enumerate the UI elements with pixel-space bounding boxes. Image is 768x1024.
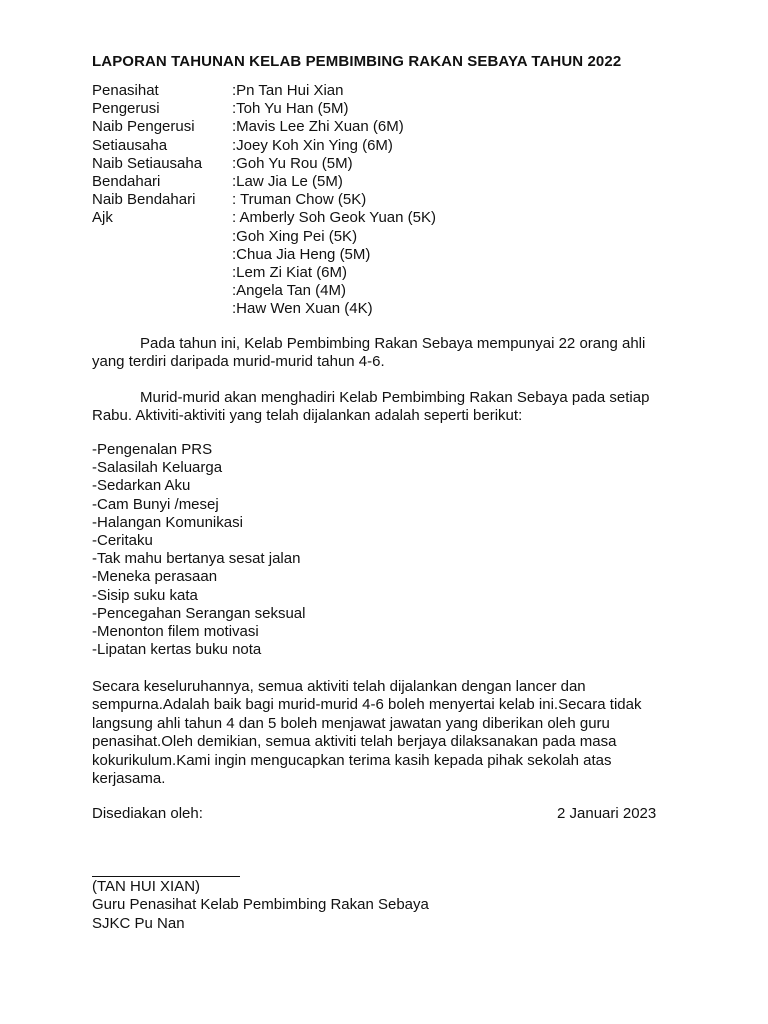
committee-name: :Toh Yu Han (5M) xyxy=(232,100,349,118)
prepared-by-label: Disediakan oleh: xyxy=(92,805,203,822)
committee-row xyxy=(92,173,436,191)
activity-item: -Pengenalan PRS xyxy=(92,441,213,458)
committee-role xyxy=(92,300,232,318)
committee-role: Pengerusi xyxy=(92,100,160,118)
committee-name: :Mavis Lee Zhi Xuan (6M) xyxy=(232,118,404,136)
paragraph-line: yang terdiri daripada murid-murid tahun 4-6. xyxy=(92,353,385,371)
paragraph-line: sempurna.Adalah baik bagi murid-murid 4-6 boleh menyertai kelab ini.Secara tidak xyxy=(92,696,642,714)
committee-role: Naib Bendahari xyxy=(92,191,196,209)
activity-item: -Cam Bunyi /mesej xyxy=(92,495,219,513)
committee-row xyxy=(92,155,436,173)
committee-row xyxy=(92,82,436,100)
activities-intro-paragraph xyxy=(92,389,672,426)
committee-name: :Joey Koh Xin Ying (6M) xyxy=(232,136,393,154)
committee-row xyxy=(92,118,436,136)
committee-name: :Goh Xing Pei (5K) xyxy=(232,227,358,245)
signatory-position: Guru Penasihat Kelab Pembimbing Rakan Sebaya xyxy=(92,896,429,914)
activity-item: -Sedarkan Aku xyxy=(92,477,191,495)
committee-name: :Pn Tan Hui Xian xyxy=(232,82,344,99)
committee-role xyxy=(92,264,232,282)
activity-item: -Ceritaku xyxy=(92,531,153,549)
committee-row xyxy=(92,137,436,155)
paragraph-line: kerjasama. xyxy=(92,770,166,788)
membership-paragraph xyxy=(92,335,672,372)
activity-item: -Halangan Komunikasi xyxy=(92,513,243,531)
committee-row xyxy=(92,246,436,264)
committee-name: :Goh Yu Rou (5M) xyxy=(232,154,353,172)
signatory-name: (TAN HUI XIAN) xyxy=(92,878,201,895)
committee-role: Penasihat xyxy=(92,82,159,99)
committee-name: :Haw Wen Xuan (4K) xyxy=(232,300,373,318)
activities-list xyxy=(92,441,306,659)
committee-row xyxy=(92,191,436,209)
paragraph-line: Murid-murid akan menghadiri Kelab Pembimbing Rakan Sebaya pada setiap xyxy=(140,389,650,406)
committee-name: :Angela Tan (4M) xyxy=(232,282,346,300)
committee-role: Ajk xyxy=(92,209,113,227)
report-date: 2 Januari 2023 xyxy=(557,805,657,822)
committee-list xyxy=(92,82,436,318)
signature-block xyxy=(92,878,429,933)
committee-name: :Lem Zi Kiat (6M) xyxy=(232,263,348,281)
committee-row xyxy=(92,209,436,227)
paragraph-line: kokurikulum.Kami ingin mengucapkan terima kasih kepada pihak sekolah atas xyxy=(92,751,612,769)
committee-role: Bendahari xyxy=(92,172,161,190)
committee-role: Naib Pengerusi xyxy=(92,118,195,136)
activity-item: -Salasilah Keluarga xyxy=(92,459,223,477)
report-title: LAPORAN TAHUNAN KELAB PEMBIMBING RAKAN SEBAYA TAHUN 2022 xyxy=(92,53,622,70)
committee-row xyxy=(92,300,436,318)
activity-item: -Menonton filem motivasi xyxy=(92,622,259,640)
committee-role: Setiausaha xyxy=(92,136,168,154)
committee-name: : Amberly Soh Geok Yuan (5K) xyxy=(232,209,437,227)
committee-role xyxy=(92,282,232,300)
committee-name: :Law Jia Le (5M) xyxy=(232,172,343,190)
committee-role: Naib Setiausaha xyxy=(92,154,203,172)
activity-item: -Meneka perasaan xyxy=(92,568,218,586)
activity-item: -Tak mahu bertanya sesat jalan xyxy=(92,550,301,568)
paragraph-line: langsung ahli tahun 4 dan 5 boleh menjawat jawatan yang diberikan oleh guru xyxy=(92,714,610,732)
activity-item: -Sisip suku kata xyxy=(92,586,198,604)
committee-name: : Truman Chow (5K) xyxy=(232,191,367,209)
committee-role xyxy=(92,228,232,246)
signature-line xyxy=(92,876,240,877)
conclusion-paragraph xyxy=(92,678,672,788)
committee-row xyxy=(92,282,436,300)
committee-role xyxy=(92,246,232,264)
paragraph-line: Pada tahun ini, Kelab Pembimbing Rakan Sebaya mempunyai 22 orang ahli xyxy=(140,335,646,352)
paragraph-line: penasihat.Oleh demikian, semua aktiviti telah berjaya dilaksanakan pada masa xyxy=(92,733,617,751)
activity-item: -Lipatan kertas buku nota xyxy=(92,641,262,659)
committee-name: :Chua Jia Heng (5M) xyxy=(232,245,371,263)
committee-row xyxy=(92,228,436,246)
activity-item: -Pencegahan Serangan seksual xyxy=(92,604,306,622)
paragraph-line: Rabu. Aktiviti-aktiviti yang telah dijalankan adalah seperti berikut: xyxy=(92,407,523,425)
committee-row xyxy=(92,100,436,118)
committee-row xyxy=(92,264,436,282)
paragraph-line: Secara keseluruhannya, semua aktiviti telah dijalankan dengan lancer dan xyxy=(92,678,586,695)
school-name: SJKC Pu Nan xyxy=(92,914,185,932)
